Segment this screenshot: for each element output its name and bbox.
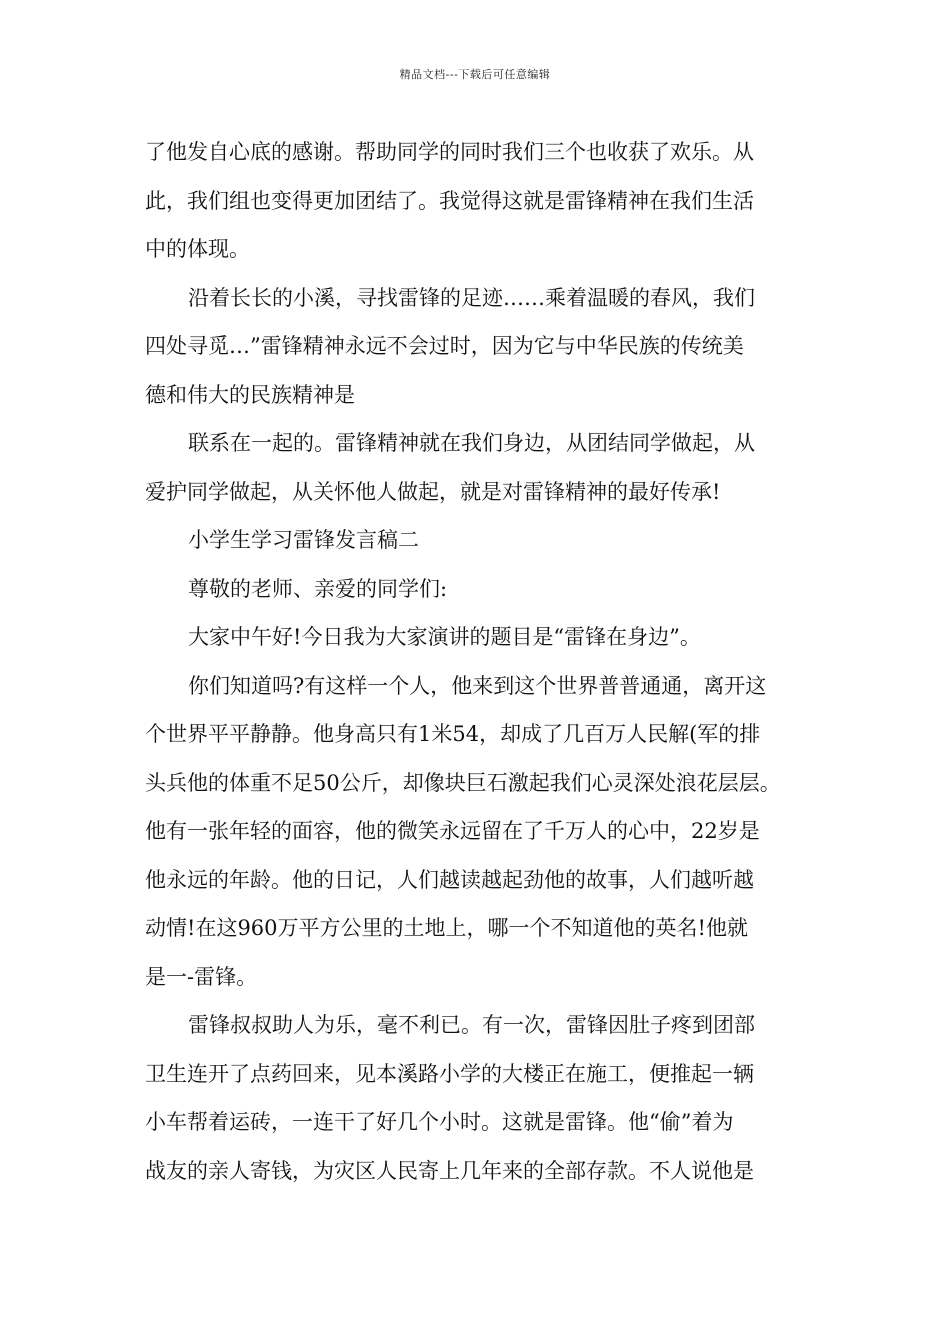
text-line: 此，我们组也变得更加团结了。我觉得这就是雷锋精神在我们生活 xyxy=(145,188,754,213)
paragraph xyxy=(145,613,810,662)
text-line: 是一-雷锋。 xyxy=(145,964,258,989)
text-line: 动情!在这960万平方公里的土地上，哪一个不知道他的英名!他就 xyxy=(145,916,748,940)
text-line: 雷锋叔叔助人为乐，毫不利已。有一次，雷锋因肚子疼到团部 xyxy=(188,1013,755,1037)
text-line: 你们知道吗?有这样一个人，他来到这个世界普普通通，离开这 xyxy=(188,673,767,698)
paragraph xyxy=(145,565,810,614)
text-line: 战友的亲人寄钱，为灾区人民寄上几年来的全部存款。不人说他是 xyxy=(145,1158,754,1183)
paragraph xyxy=(145,274,810,420)
text-line: 他永远的年龄。他的日记，人们越读越起劲他的故事，人们越听越 xyxy=(145,867,754,892)
text-line: 爱护同学做起，从关怀他人做起，就是对雷锋精神的最好传承! xyxy=(145,479,721,504)
paragraph xyxy=(145,128,810,274)
paragraph xyxy=(145,1001,810,1195)
text-line: 联系在一起的。雷锋精神就在我们身边，从团结同学做起，从 xyxy=(188,431,755,455)
text-line: 卫生连开了点药回来，见本溪路小学的大楼正在施工，便推起一辆 xyxy=(145,1061,754,1086)
text-line: 小车帮着运砖，一连干了好几个小时。这就是雷锋。他“偷”着为 xyxy=(145,1110,734,1134)
document-body xyxy=(145,128,810,1195)
text-line: 大家中午好!今日我为大家演讲的题目是“雷锋在身边”。 xyxy=(188,625,701,649)
text-line: 沿着长长的小溪，寻找雷锋的足迹……乘着温暖的春风，我们 xyxy=(188,285,755,310)
page-header: 精品文档---下载后可任意编辑 xyxy=(399,68,551,81)
text-line: 德和伟大的民族精神是 xyxy=(145,382,355,407)
text-line: 四处寻觅…”雷锋精神永远不会过时，因为它与中华民族的传统美 xyxy=(145,334,744,358)
paragraph xyxy=(145,419,810,516)
text-line: 中的体现。 xyxy=(145,237,250,261)
paragraph xyxy=(145,516,810,565)
text-line: 头兵他的体重不足50公斤，却像块巨石激起我们心灵深处浪花层层。 xyxy=(145,770,781,795)
text-line: 小学生学习雷锋发言稿二 xyxy=(188,528,419,552)
text-line: 他有一张年轻的面容，他的微笑永远留在了千万人的心中，22岁是 xyxy=(145,819,760,843)
text-line: 尊敬的老师、亲爱的同学们: xyxy=(188,576,448,601)
paragraph xyxy=(145,662,810,1002)
text-line: 了他发自心底的感谢。帮助同学的同时我们三个也收获了欢乐。从 xyxy=(145,140,754,164)
text-line: 个世界平平静静。他身高只有1米54，却成了几百万人民解(军的排 xyxy=(145,722,761,746)
